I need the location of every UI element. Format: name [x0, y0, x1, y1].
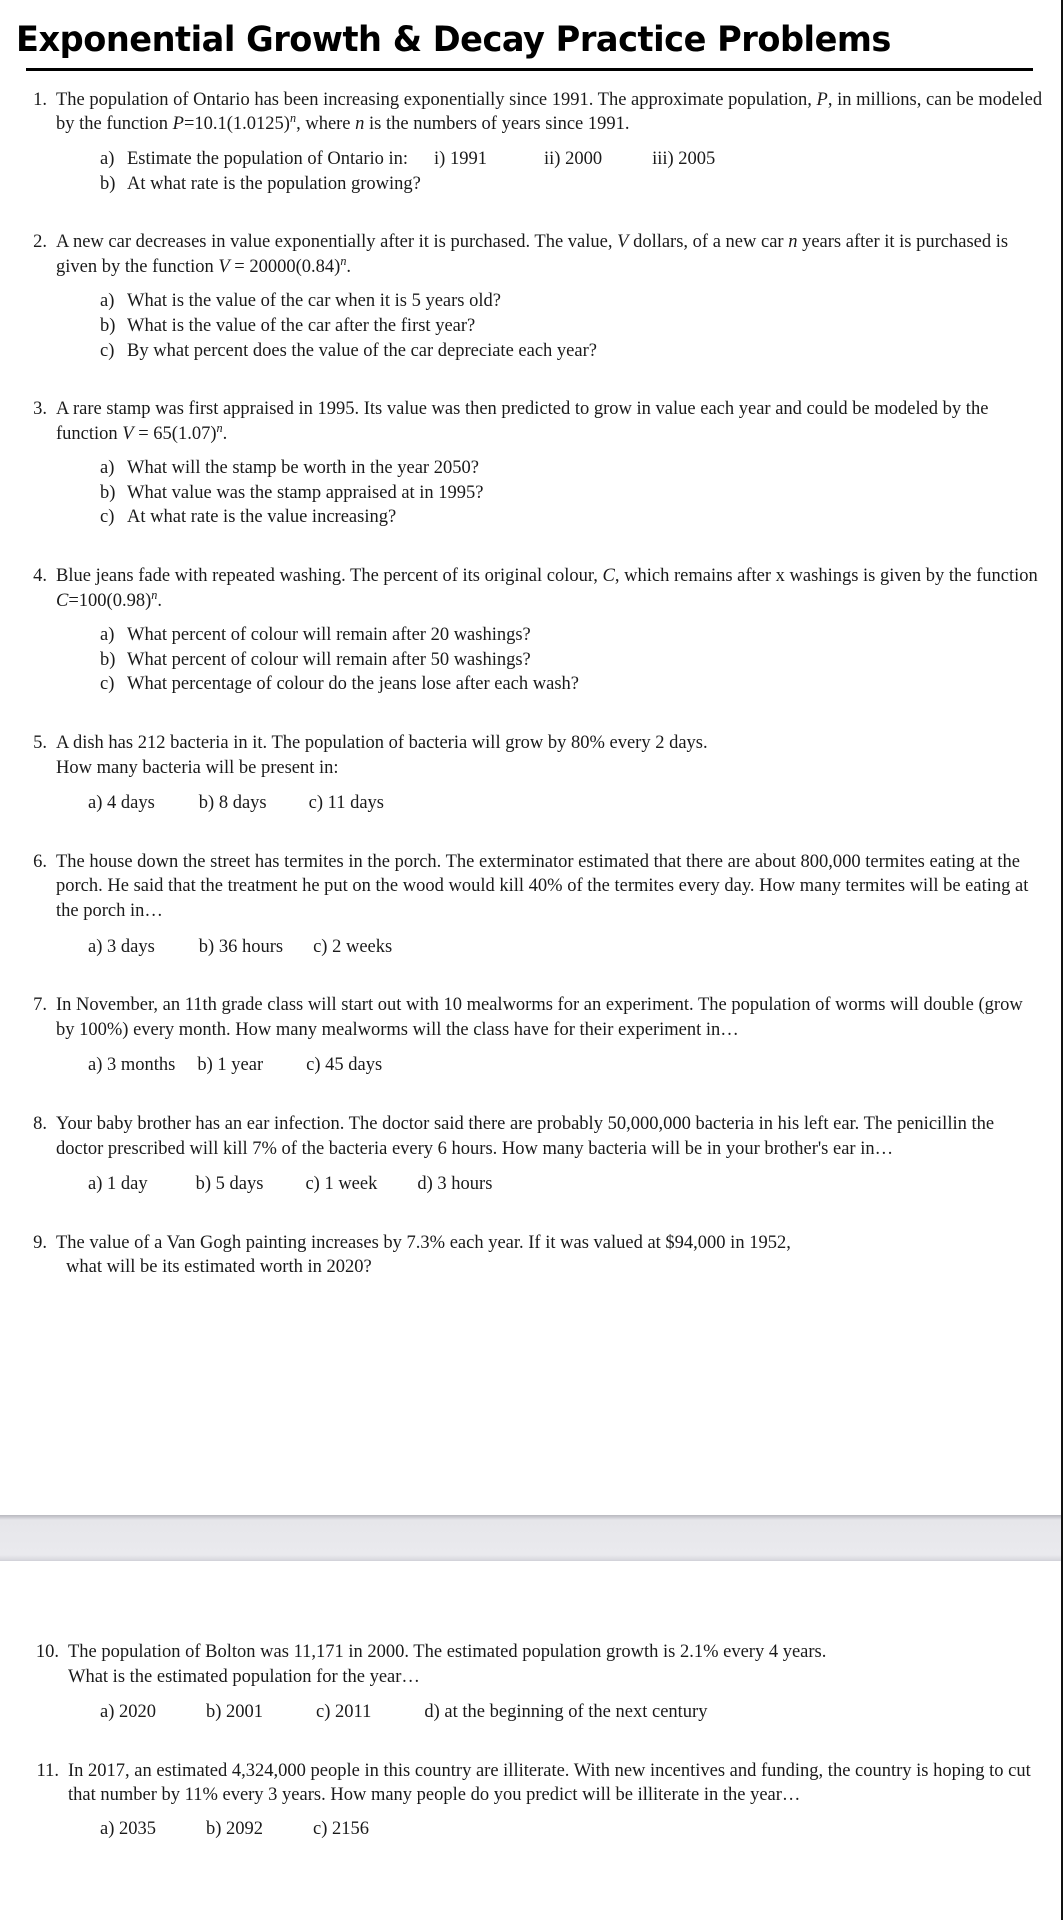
- subpart-label: b): [100, 173, 116, 194]
- subpart-item: [100, 505, 1045, 530]
- option-text: 2156: [332, 1818, 370, 1839]
- subpart-list: [56, 456, 1045, 530]
- formula-body: = 20000(0.84): [229, 256, 341, 277]
- subpart-text: At what rate is the value increasing?: [127, 507, 397, 528]
- subpart-label: a): [100, 625, 115, 646]
- stem-text: .: [222, 423, 228, 444]
- option-text: 2035: [119, 1818, 156, 1839]
- option-item: [305, 1172, 377, 1197]
- problem-item: [16, 1112, 1045, 1197]
- option-text: 1991: [449, 148, 487, 169]
- option-label: c): [305, 1174, 320, 1195]
- problem-stem: [56, 88, 1045, 137]
- option-label: b): [197, 1055, 213, 1076]
- problem-list-upper: [0, 88, 1061, 1280]
- problem-body: [56, 1112, 1045, 1197]
- option-label: iii): [652, 148, 674, 169]
- subpart-label: a): [100, 458, 115, 479]
- problem-stem: [56, 397, 1045, 446]
- option-text: 1 week: [324, 1174, 378, 1195]
- problem-body: [68, 1640, 1045, 1725]
- subpart-text: What is the value of the car when it is 5 years old?: [127, 291, 501, 312]
- math-variable: C: [602, 566, 615, 587]
- subpart-text: By what percent does the value of the car depreciate each year?: [127, 340, 597, 361]
- option-text: 36 hours: [218, 936, 284, 957]
- stem-text: , which remains after x washings is given by the function: [614, 566, 1038, 587]
- option-text: 3 months: [107, 1055, 176, 1076]
- inline-option: [544, 147, 602, 172]
- option-label: c): [316, 1702, 331, 1723]
- problem-body: [56, 993, 1045, 1078]
- option-item: [206, 1817, 263, 1842]
- stem-text: A rare stamp was first appraised in 1995. Its value was then predicted to grow in value each year and could be modeled by the function: [56, 399, 989, 444]
- problem-number: 10.: [35, 1642, 59, 1662]
- option-text: 2092: [226, 1818, 264, 1839]
- problem-number: 1.: [33, 89, 47, 110]
- stem-text: , in millions, can be modeled by the function: [56, 89, 1043, 135]
- problem-body: [68, 1759, 1045, 1842]
- problem-item: [16, 1640, 1045, 1725]
- formula-body: =100(0.98): [68, 590, 152, 611]
- subpart-label: a): [100, 148, 115, 169]
- page-title: Exponential Growth & Decay Practice Problems: [16, 20, 891, 60]
- option-label: a): [88, 1055, 103, 1076]
- option-text: 2020: [119, 1702, 156, 1723]
- math-variable: V: [122, 423, 134, 444]
- problem-item: [16, 850, 1045, 959]
- option-label: c): [306, 1055, 321, 1076]
- problem-body: [56, 397, 1045, 530]
- option-item: [309, 791, 384, 816]
- option-text: 2 weeks: [332, 936, 393, 957]
- problem-item: [16, 731, 1045, 816]
- inline-option: [434, 147, 487, 172]
- subpart-label: b): [100, 315, 116, 336]
- option-item: [88, 1053, 175, 1078]
- subpart-text: What value was the stamp appraised at in 1995?: [127, 482, 484, 503]
- subpart-item: [100, 648, 1045, 673]
- option-label: a): [88, 1174, 103, 1195]
- option-item: [197, 1053, 263, 1078]
- math-variable: n: [788, 232, 798, 253]
- option-label: b): [206, 1818, 222, 1839]
- stem-text: .: [157, 590, 162, 611]
- option-item: [100, 1817, 156, 1842]
- problem-body: [56, 1231, 1045, 1280]
- problem-body: [56, 731, 1045, 816]
- math-variable: n: [355, 114, 365, 135]
- problem-stem: The house down the street has termites in the porch. The exterminator estimated that there are about 800,000 termites eating at the porch. He said that the treatment he put on the wood would kill 40% of the termites every day. How many termites will be eating at the porch in…: [56, 851, 1029, 921]
- problem-number: 5.: [33, 733, 47, 754]
- math-variable: V: [218, 256, 230, 277]
- page-separator-band: [0, 1515, 1061, 1561]
- problem-number: 4.: [33, 566, 47, 587]
- option-text: at the beginning of the next century: [444, 1702, 708, 1723]
- formula-body: = 65(1.07): [133, 423, 217, 444]
- option-item: [199, 791, 267, 816]
- option-item: [100, 1700, 156, 1725]
- problem-stem: In 2017, an estimated 4,324,000 people in this country are illiterate. With new incentives and funding, the country is hoping to cut that number by 11% every 3 years. How many people do you predict will be illiterate in the year…: [68, 1760, 1031, 1806]
- math-variable: C: [56, 590, 69, 611]
- subpart-list: [56, 623, 1045, 697]
- subpart-label: a): [100, 291, 115, 312]
- option-label: i): [434, 148, 446, 169]
- problem-stem: [56, 230, 1045, 279]
- subpart-label: c): [100, 507, 115, 528]
- option-list: [56, 1053, 1045, 1078]
- option-item: [88, 791, 155, 816]
- subpart-item: [100, 172, 1045, 197]
- problem-stem-line: What is the estimated population for the year…: [68, 1666, 420, 1687]
- math-variable: P: [816, 89, 828, 110]
- option-text: 2001: [226, 1702, 264, 1723]
- subpart-list: [56, 147, 1045, 196]
- subpart-label: c): [100, 340, 115, 361]
- option-item: [206, 1700, 263, 1725]
- problem-body: [56, 850, 1045, 959]
- option-list: [68, 1700, 1045, 1725]
- option-label: d): [424, 1702, 440, 1723]
- option-text: 3 hours: [437, 1174, 493, 1195]
- problem-list-lower: [0, 1640, 1061, 1842]
- problem-number: 6.: [33, 851, 47, 872]
- problem-item: [16, 1759, 1045, 1842]
- option-text: 2005: [678, 148, 716, 169]
- problem-number: 11.: [36, 1760, 59, 1781]
- option-label: c): [308, 793, 324, 814]
- option-label: b): [198, 936, 215, 957]
- formula-exponent: n: [151, 587, 158, 602]
- problem-item: [16, 1231, 1045, 1280]
- option-label: d): [417, 1174, 433, 1195]
- subpart-item: [100, 147, 1045, 172]
- stem-text: The population of Ontario has been increasing exponentially since 1991. The approximate population,: [56, 89, 817, 110]
- option-label: a): [88, 793, 103, 814]
- problem-stem-line: A dish has 212 bacteria in it. The population of bacteria will grow by 80% every 2 days.: [56, 733, 708, 754]
- subpart-item: [100, 314, 1045, 339]
- option-item: [424, 1700, 707, 1725]
- problem-stem: In November, an 11th grade class will start out with 10 mealworms for an experiment. The population of worms will double (grow by 100%) every month. How many mealworms will the class have for their experiment in…: [56, 995, 1023, 1040]
- option-text: 1 day: [107, 1174, 148, 1195]
- math-variable: V: [617, 232, 629, 253]
- stem-text: dollars, of a new car: [628, 232, 789, 253]
- option-label: ii): [543, 148, 561, 169]
- option-label: c): [313, 936, 328, 957]
- problem-stem: Your baby brother has an ear infection. The doctor said there are probably 50,000,000 bacteria in his left ear. The penicillin the doctor prescribed will kill 7% of the bacteria every 6 hours. How many bacteria will be in your brother's ear in…: [56, 1113, 995, 1159]
- subpart-item: [100, 289, 1045, 314]
- inline-option-list: [408, 147, 715, 172]
- option-label: a): [100, 1702, 115, 1723]
- option-item: [88, 1172, 148, 1197]
- subpart-text: [127, 147, 715, 172]
- stem-text: years after it is purchased is given by the function: [56, 232, 1009, 277]
- option-list: [56, 1172, 1045, 1197]
- problem-stem-line: The value of a Van Gogh painting increases by 7.3% each year. If it was valued at $94,000 in 1952,: [56, 1232, 791, 1253]
- option-list: [68, 1817, 1045, 1842]
- problem-number: 7.: [33, 995, 47, 1016]
- subpart-text: What percentage of colour do the jeans lose after each wash?: [127, 674, 580, 695]
- problem-number: 9.: [33, 1232, 47, 1253]
- problem-item: [16, 88, 1045, 196]
- inline-option: [652, 147, 715, 172]
- subpart-text: What percent of colour will remain after 50 washings?: [127, 649, 531, 670]
- stem-text: .: [346, 256, 352, 277]
- problem-item: [16, 564, 1045, 697]
- stem-text: is the numbers of years since 1991.: [364, 114, 630, 135]
- problem-item: [16, 397, 1045, 530]
- subpart-prompt: Estimate the population of Ontario in:: [127, 148, 409, 169]
- math-variable: P: [172, 114, 184, 135]
- option-item: [316, 1700, 371, 1725]
- problem-number: 3.: [33, 399, 47, 420]
- problem-stem-line: what will be its estimated worth in 2020?: [66, 1257, 372, 1278]
- formula-body: =10.1(1.0125): [183, 114, 290, 135]
- subpart-text: At what rate is the population growing?: [127, 173, 421, 194]
- problem-body: [56, 88, 1045, 196]
- option-item: [88, 935, 155, 960]
- option-item: [196, 1172, 264, 1197]
- problem-stem-line: The population of Bolton was 11,171 in 2000. The estimated population growth is 2.1% every 4 years.: [68, 1642, 827, 1662]
- problem-body: [56, 564, 1045, 697]
- option-list: [56, 935, 1045, 960]
- option-text: 45 days: [325, 1055, 383, 1076]
- stem-text: Blue jeans fade with repeated washing. The percent of its original colour,: [56, 566, 603, 587]
- subpart-item: [100, 672, 1045, 697]
- option-label: b): [198, 793, 215, 814]
- option-label: b): [195, 1174, 212, 1195]
- option-item: [313, 1817, 369, 1842]
- formula-exponent: n: [340, 253, 347, 268]
- subpart-text: What percent of colour will remain after 20 washings?: [127, 625, 531, 646]
- problem-item: [16, 230, 1045, 363]
- title-block: [0, 0, 1061, 71]
- option-text: 2000: [565, 148, 603, 169]
- option-item: [199, 935, 283, 960]
- option-text: 4 days: [107, 793, 155, 814]
- option-text: 1 year: [217, 1055, 264, 1076]
- option-text: 2011: [335, 1702, 372, 1723]
- option-list: [56, 791, 1045, 816]
- subpart-label: c): [100, 674, 115, 695]
- option-item: [306, 1053, 382, 1078]
- subpart-label: b): [100, 482, 116, 503]
- subpart-item: [100, 339, 1045, 364]
- title-underline-rule: [26, 68, 1033, 71]
- option-item: [417, 1172, 492, 1197]
- option-label: b): [206, 1702, 222, 1723]
- subpart-label: b): [100, 649, 116, 670]
- stem-text: , where: [296, 114, 356, 135]
- option-text: 8 days: [218, 793, 267, 814]
- stem-text: A new car decreases in value exponentially after it is purchased. The value,: [56, 232, 618, 253]
- problem-stem-line: How many bacteria will be present in:: [56, 757, 339, 778]
- problem-item: [16, 993, 1045, 1078]
- problem-number: 2.: [33, 232, 47, 253]
- subpart-list: [56, 289, 1045, 363]
- subpart-text: What is the value of the car after the first year?: [127, 315, 476, 336]
- formula-exponent: n: [289, 111, 297, 126]
- option-text: 11 days: [327, 793, 384, 814]
- subpart-item: [100, 456, 1045, 481]
- formula-exponent: n: [216, 420, 223, 435]
- option-label: a): [88, 936, 103, 957]
- subpart-item: [100, 623, 1045, 648]
- problem-stem: [56, 564, 1045, 613]
- option-text: 5 days: [215, 1174, 264, 1195]
- subpart-text: What will the stamp be worth in the year 2050?: [127, 458, 479, 479]
- problem-number: 8.: [33, 1113, 47, 1134]
- option-label: c): [313, 1818, 328, 1839]
- option-item: [313, 935, 392, 960]
- option-label: a): [100, 1818, 115, 1839]
- problem-body: [56, 230, 1045, 363]
- option-text: 3 days: [107, 936, 155, 957]
- subpart-item: [100, 481, 1045, 506]
